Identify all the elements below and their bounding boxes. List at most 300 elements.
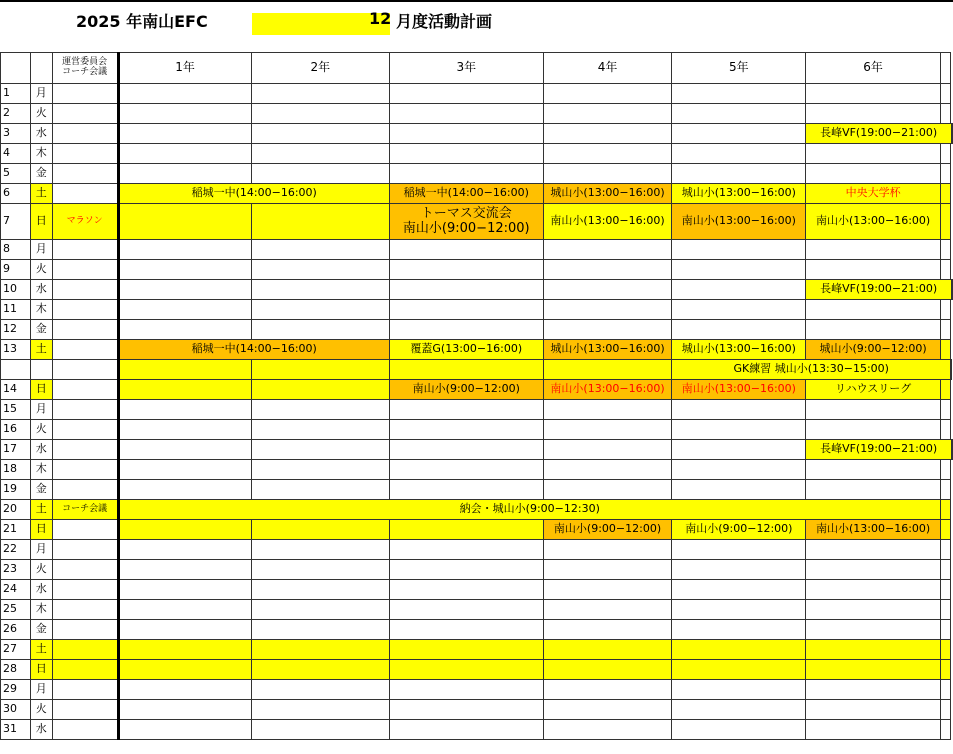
- day-number: 31: [1, 720, 31, 740]
- day-row-17-cell: [389, 440, 543, 460]
- day-number: 24: [1, 580, 31, 600]
- day-row-4-cell: [118, 144, 251, 164]
- day-row-25-cell: [251, 600, 389, 620]
- day-number: 28: [1, 660, 31, 680]
- header-grade-3: 3年: [389, 53, 543, 84]
- day-row-19-cell: [543, 480, 672, 500]
- day-row-2-cell: [806, 104, 941, 124]
- weekday: 月: [30, 400, 52, 420]
- day-row-14-event: 南山小(13:00−16:00): [543, 380, 672, 400]
- day-row-10-cell: [52, 280, 118, 300]
- day-row-6-event: 稲城一中(14:00−16:00): [118, 184, 389, 204]
- day-row-3-cell: [952, 124, 953, 144]
- day-row-19-cell: [806, 480, 941, 500]
- day-row-13-event: 稲城一中(14:00−16:00): [118, 340, 389, 360]
- day-row-15-cell: [672, 400, 806, 420]
- day-number: [1, 360, 31, 380]
- day-row-29: [1, 680, 953, 700]
- day-row-13-event: 城山小(9:00−12:00): [806, 340, 941, 360]
- day-row-9: [1, 260, 953, 280]
- day-row-11-cell: [389, 300, 543, 320]
- day-row-5-cell: [672, 164, 806, 184]
- day-row-10-cell: [389, 280, 543, 300]
- day-number: 18: [1, 460, 31, 480]
- day-row-20: [1, 500, 953, 520]
- day-row-16-cell: [389, 420, 543, 440]
- day-row-15-cell: [806, 400, 941, 420]
- day-row-17-cell: [251, 440, 389, 460]
- day-row-8-cell: [941, 240, 951, 260]
- day-row-14-event: 南山小(9:00−12:00): [389, 380, 543, 400]
- day-row-1: [1, 84, 953, 104]
- day-row-16-cell: [543, 420, 672, 440]
- day-row-10-cell: [118, 280, 251, 300]
- day-row-23-cell: [118, 560, 251, 580]
- day-row-6-cell: [941, 184, 951, 204]
- header-grade-1: 1年: [118, 53, 251, 84]
- day-row-23-cell: [806, 560, 941, 580]
- day-row-8: [1, 240, 953, 260]
- day-row-9-cell: [806, 260, 941, 280]
- day-row-1-cell: [806, 84, 941, 104]
- day-row-4-cell: [672, 144, 806, 164]
- day-row-30-cell: [251, 700, 389, 720]
- day-row-19-cell: [672, 480, 806, 500]
- day-row-22-cell: [389, 540, 543, 560]
- day-row-12-cell: [941, 320, 951, 340]
- day-number: 11: [1, 300, 31, 320]
- day-row-19: [1, 480, 953, 500]
- day-row-28-cell: [118, 660, 251, 680]
- day-row-3-cell: [52, 124, 118, 144]
- day-row-27-cell: [672, 640, 806, 660]
- day-row-31-cell: [118, 720, 251, 740]
- day-row-2-cell: [543, 104, 672, 124]
- day-row-24-cell: [941, 580, 951, 600]
- weekday: [30, 360, 52, 380]
- weekday: 金: [30, 164, 52, 184]
- day-row-25-cell: [941, 600, 951, 620]
- weekday: 火: [30, 420, 52, 440]
- day-row-14-cell: [52, 380, 118, 400]
- day-row-18-cell: [251, 460, 389, 480]
- weekday: 月: [30, 680, 52, 700]
- day-row-27-cell: [251, 640, 389, 660]
- day-row-24-cell: [672, 580, 806, 600]
- day-row-10: [1, 280, 953, 300]
- day-row-2-cell: [389, 104, 543, 124]
- day-row-26-cell: [118, 620, 251, 640]
- day-row-16-cell: [806, 420, 941, 440]
- day-row-13b-cell: [543, 360, 672, 380]
- day-row-4-cell: [251, 144, 389, 164]
- day-row-30-cell: [672, 700, 806, 720]
- day-row-13b-event: GK練習 城山小(13:30−15:00): [672, 360, 951, 380]
- day-row-2-cell: [52, 104, 118, 124]
- day-row-22-cell: [543, 540, 672, 560]
- day-row-20-cell: [941, 500, 951, 520]
- day-row-12-cell: [52, 320, 118, 340]
- day-row-28-cell: [941, 660, 951, 680]
- day-row-8-cell: [543, 240, 672, 260]
- day-row-23-cell: [672, 560, 806, 580]
- weekday: 水: [30, 720, 52, 740]
- day-row-16-cell: [672, 420, 806, 440]
- title-bar: [0, 0, 953, 52]
- day-row-7-event: 南山小(13:00−16:00): [672, 204, 806, 240]
- day-row-29-cell: [118, 680, 251, 700]
- day-row-1-cell: [941, 84, 951, 104]
- weekday: 水: [30, 124, 52, 144]
- day-row-12: [1, 320, 953, 340]
- day-row-29-cell: [389, 680, 543, 700]
- day-row-8-cell: [806, 240, 941, 260]
- day-row-26-cell: [251, 620, 389, 640]
- day-row-27-cell: [52, 640, 118, 660]
- day-row-15-cell: [941, 400, 951, 420]
- weekday: 水: [30, 280, 52, 300]
- day-row-30: [1, 700, 953, 720]
- day-row-13b-cell: [118, 360, 251, 380]
- day-row-12-cell: [389, 320, 543, 340]
- title-month: 12: [369, 9, 392, 28]
- day-row-22-cell: [118, 540, 251, 560]
- day-row-13b-cell: [52, 360, 118, 380]
- day-row-7-event: 南山小(13:00−16:00): [806, 204, 941, 240]
- day-row-8-cell: [118, 240, 251, 260]
- day-row-12-cell: [251, 320, 389, 340]
- day-row-7-cell: [118, 204, 251, 240]
- day-row-13-event: 城山小(13:00−16:00): [672, 340, 806, 360]
- day-row-14-event: リハウスリーグ: [806, 380, 941, 400]
- day-row-5-cell: [52, 164, 118, 184]
- day-row-24-cell: [806, 580, 941, 600]
- day-row-30-cell: [52, 700, 118, 720]
- day-row-6-event: 城山小(13:00−16:00): [543, 184, 672, 204]
- day-row-3-cell: [251, 124, 389, 144]
- day-row-30-cell: [806, 700, 941, 720]
- day-row-23-cell: [543, 560, 672, 580]
- day-number: 6: [1, 184, 31, 204]
- day-row-7-cell: [941, 204, 951, 240]
- day-row-27: [1, 640, 953, 660]
- weekday: 土: [30, 184, 52, 204]
- day-row-18-cell: [672, 460, 806, 480]
- day-row-26-cell: [52, 620, 118, 640]
- day-row-3-cell: [672, 124, 806, 144]
- day-row-17-event: 長峰VF(19:00−21:00): [806, 440, 952, 460]
- day-row-28-cell: [543, 660, 672, 680]
- day-row-3-cell: [389, 124, 543, 144]
- day-row-22-cell: [251, 540, 389, 560]
- day-row-16-cell: [941, 420, 951, 440]
- day-row-4-cell: [389, 144, 543, 164]
- day-row-21-event: 南山小(9:00−12:00): [543, 520, 672, 540]
- day-row-5: [1, 164, 953, 184]
- day-row-25: [1, 600, 953, 620]
- day-row-31-cell: [251, 720, 389, 740]
- day-row-25-cell: [118, 600, 251, 620]
- day-row-11-cell: [251, 300, 389, 320]
- day-row-31-cell: [672, 720, 806, 740]
- day-row-2-cell: [941, 104, 951, 124]
- day-row-5-cell: [389, 164, 543, 184]
- day-number: 2: [1, 104, 31, 124]
- day-row-19-cell: [389, 480, 543, 500]
- day-number: 16: [1, 420, 31, 440]
- header-extra: [941, 53, 951, 84]
- day-row-31-cell: [52, 720, 118, 740]
- day-number: 22: [1, 540, 31, 560]
- day-row-9-cell: [52, 260, 118, 280]
- day-number: 1: [1, 84, 31, 104]
- day-row-21-cell: [52, 520, 118, 540]
- day-row-7-event: トーマス交流会 南山小(9:00−12:00): [389, 204, 543, 240]
- day-row-17-cell: [118, 440, 251, 460]
- day-row-18-cell: [52, 460, 118, 480]
- day-row-12-cell: [543, 320, 672, 340]
- title-year-club: 2025 年南山EFC: [76, 12, 208, 31]
- day-row-7-event: マラソン: [52, 204, 118, 240]
- day-row-27-cell: [806, 640, 941, 660]
- day-row-31-cell: [806, 720, 941, 740]
- day-row-13-cell: [941, 340, 951, 360]
- day-row-21-cell: [118, 520, 251, 540]
- day-row-6-event: 中央大学杯: [806, 184, 941, 204]
- weekday: 金: [30, 320, 52, 340]
- day-row-16-cell: [251, 420, 389, 440]
- day-row-5-cell: [543, 164, 672, 184]
- day-row-22-cell: [941, 540, 951, 560]
- header-grade-4: 4年: [543, 53, 672, 84]
- day-row-1-cell: [52, 84, 118, 104]
- weekday: 金: [30, 480, 52, 500]
- day-row-4-cell: [52, 144, 118, 164]
- day-row-8-cell: [672, 240, 806, 260]
- weekday: 月: [30, 540, 52, 560]
- day-row-15-cell: [251, 400, 389, 420]
- day-row-15-cell: [118, 400, 251, 420]
- day-row-18-cell: [941, 460, 951, 480]
- day-row-26-cell: [389, 620, 543, 640]
- day-row-21-cell: [389, 520, 543, 540]
- day-row-23-cell: [389, 560, 543, 580]
- day-row-20-event: コーチ会議: [52, 500, 118, 520]
- day-number: 12: [1, 320, 31, 340]
- day-row-13-event: 城山小(13:00−16:00): [543, 340, 672, 360]
- day-number: 7: [1, 204, 31, 240]
- day-row-23-cell: [251, 560, 389, 580]
- weekday: 火: [30, 560, 52, 580]
- day-row-16-cell: [118, 420, 251, 440]
- day-row-14-event: 南山小(13:00−16:00): [672, 380, 806, 400]
- day-row-12-cell: [806, 320, 941, 340]
- day-row-1-cell: [118, 84, 251, 104]
- day-row-10-cell: [543, 280, 672, 300]
- day-row-28-cell: [52, 660, 118, 680]
- day-row-7-cell: [251, 204, 389, 240]
- day-number: 20: [1, 500, 31, 520]
- day-row-4: [1, 144, 953, 164]
- weekday: 日: [30, 520, 52, 540]
- header-grade-2: 2年: [251, 53, 389, 84]
- day-row-18-cell: [543, 460, 672, 480]
- day-row-13b-cell: [389, 360, 543, 380]
- day-row-12-cell: [118, 320, 251, 340]
- day-row-22-cell: [672, 540, 806, 560]
- day-row-28: [1, 660, 953, 680]
- day-row-13b: [1, 360, 953, 380]
- day-number: 27: [1, 640, 31, 660]
- day-row-28-cell: [251, 660, 389, 680]
- header-grade-5: 5年: [672, 53, 806, 84]
- day-row-2-cell: [672, 104, 806, 124]
- day-row-3-cell: [543, 124, 672, 144]
- day-row-21-event: 南山小(9:00−12:00): [672, 520, 806, 540]
- day-row-11: [1, 300, 953, 320]
- day-row-17-cell: [543, 440, 672, 460]
- weekday: 火: [30, 700, 52, 720]
- day-row-9-cell: [389, 260, 543, 280]
- day-row-5-cell: [251, 164, 389, 184]
- day-row-24-cell: [543, 580, 672, 600]
- day-row-25-cell: [52, 600, 118, 620]
- day-row-11-cell: [543, 300, 672, 320]
- day-row-30-cell: [543, 700, 672, 720]
- day-row-29-cell: [672, 680, 806, 700]
- weekday: 月: [30, 84, 52, 104]
- day-row-6-event: 稲城一中(14:00−16:00): [389, 184, 543, 204]
- day-row-10-cell: [672, 280, 806, 300]
- day-row-8-cell: [251, 240, 389, 260]
- day-row-5-cell: [118, 164, 251, 184]
- day-row-10-event: 長峰VF(19:00−21:00): [806, 280, 952, 300]
- day-number: 25: [1, 600, 31, 620]
- day-row-23-cell: [52, 560, 118, 580]
- day-row-29-cell: [806, 680, 941, 700]
- day-row-2-cell: [251, 104, 389, 124]
- schedule-table: [0, 52, 953, 740]
- day-row-26-cell: [806, 620, 941, 640]
- day-row-21-event: 南山小(13:00−16:00): [806, 520, 941, 540]
- weekday: 土: [30, 640, 52, 660]
- day-row-15-cell: [543, 400, 672, 420]
- day-row-29-cell: [52, 680, 118, 700]
- header-row: [1, 53, 953, 84]
- day-row-19-cell: [118, 480, 251, 500]
- day-row-10-cell: [952, 280, 953, 300]
- day-row-24: [1, 580, 953, 600]
- header-weekday: [30, 53, 52, 84]
- day-row-29-cell: [543, 680, 672, 700]
- weekday: 木: [30, 144, 52, 164]
- day-row-18-cell: [389, 460, 543, 480]
- day-row-14-cell: [941, 380, 951, 400]
- day-row-30-cell: [118, 700, 251, 720]
- day-row-18-cell: [118, 460, 251, 480]
- day-row-27-cell: [543, 640, 672, 660]
- day-row-22-cell: [806, 540, 941, 560]
- day-row-13b-cell: [951, 360, 952, 380]
- day-row-1-cell: [251, 84, 389, 104]
- day-row-24-cell: [251, 580, 389, 600]
- weekday: 火: [30, 104, 52, 124]
- day-row-21-cell: [941, 520, 951, 540]
- day-row-24-cell: [118, 580, 251, 600]
- day-number: 3: [1, 124, 31, 144]
- day-row-24-cell: [389, 580, 543, 600]
- day-number: 29: [1, 680, 31, 700]
- day-row-7: [1, 204, 953, 240]
- day-row-4-cell: [941, 144, 951, 164]
- day-number: 17: [1, 440, 31, 460]
- day-row-31: [1, 720, 953, 740]
- weekday: 日: [30, 380, 52, 400]
- header-committee: 運営委員会 コーチ会議: [52, 53, 118, 84]
- day-number: 14: [1, 380, 31, 400]
- day-number: 8: [1, 240, 31, 260]
- day-row-29-cell: [251, 680, 389, 700]
- day-row-4-cell: [543, 144, 672, 164]
- day-row-27-cell: [389, 640, 543, 660]
- day-number: 15: [1, 400, 31, 420]
- day-row-8-cell: [52, 240, 118, 260]
- day-number: 26: [1, 620, 31, 640]
- title-plan: 月度活動計画: [396, 12, 493, 31]
- day-row-3-cell: [118, 124, 251, 144]
- day-row-11-cell: [672, 300, 806, 320]
- weekday: 木: [30, 600, 52, 620]
- day-row-31-cell: [941, 720, 951, 740]
- day-row-13: [1, 340, 953, 360]
- weekday: 日: [30, 204, 52, 240]
- day-row-16-cell: [52, 420, 118, 440]
- day-row-12-cell: [672, 320, 806, 340]
- day-row-2: [1, 104, 953, 124]
- day-row-28-cell: [389, 660, 543, 680]
- day-row-6-cell: [52, 184, 118, 204]
- day-row-18: [1, 460, 953, 480]
- day-row-27-cell: [118, 640, 251, 660]
- day-row-25-cell: [389, 600, 543, 620]
- day-row-29-cell: [941, 680, 951, 700]
- day-row-21-cell: [251, 520, 389, 540]
- day-row-26: [1, 620, 953, 640]
- day-row-1-cell: [389, 84, 543, 104]
- day-row-13-cell: [52, 340, 118, 360]
- day-row-10-cell: [251, 280, 389, 300]
- weekday: 金: [30, 620, 52, 640]
- day-row-11-cell: [806, 300, 941, 320]
- day-row-23-cell: [941, 560, 951, 580]
- day-row-9-cell: [941, 260, 951, 280]
- day-row-9-cell: [118, 260, 251, 280]
- weekday: 木: [30, 460, 52, 480]
- day-row-14-cell: [251, 380, 389, 400]
- day-row-15: [1, 400, 953, 420]
- day-row-3: [1, 124, 953, 144]
- day-row-17-cell: [952, 440, 953, 460]
- weekday: 水: [30, 440, 52, 460]
- day-number: 23: [1, 560, 31, 580]
- day-number: 5: [1, 164, 31, 184]
- day-row-11-cell: [118, 300, 251, 320]
- weekday: 木: [30, 300, 52, 320]
- weekday: 火: [30, 260, 52, 280]
- day-row-25-cell: [672, 600, 806, 620]
- day-row-7-event: 南山小(13:00−16:00): [543, 204, 672, 240]
- day-row-27-cell: [941, 640, 951, 660]
